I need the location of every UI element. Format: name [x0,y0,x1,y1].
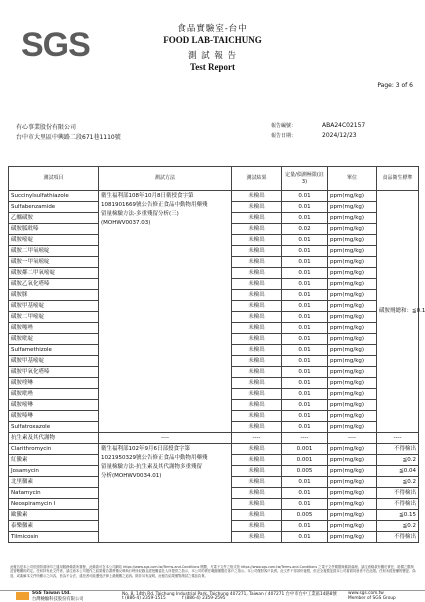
section-title: 抗生素及其代謝物 [9,433,99,444]
test-item: Succinylsulfathiazole [9,191,99,202]
report-date: 2024/12/23 [322,132,357,139]
unit: ppm(mg/kg) [328,455,377,466]
test-result: 未檢出 [232,455,282,466]
detection-limit: 0.01 [282,477,328,488]
test-item: 磺胺甲基嘧啶 [9,356,99,367]
unit: ppm(mg/kg) [328,268,377,279]
test-result: 未檢出 [232,532,282,543]
lab-title-zh: 食品實驗室-台中 [177,24,248,34]
svg-text:SGS: SGS [21,26,90,64]
test-item: Tilmicosin [9,532,99,543]
hygiene-standard: 不得檢出 [377,532,419,543]
unit: ppm(mg/kg) [328,213,377,224]
client-address: 台中市大里區中興路二段671巷1110號 [16,134,121,141]
header-method: 測試方法 [99,167,232,191]
unit: ppm(mg/kg) [328,235,377,246]
test-result: 未檢出 [232,499,282,510]
test-item: 磺胺嘧啶 [9,235,99,246]
footer-phone: t (886-4) 2359-1515 [122,596,166,601]
method-line: 留量檢驗方法-抗生素及其代謝物多重殘留 [101,464,202,470]
unit: ppm(mg/kg) [328,356,377,367]
unit: ppm(mg/kg) [328,466,377,477]
test-item: 磺胺脒 [9,290,99,301]
hygiene-standard: 磺胺劑總和：≦0.1 [377,191,419,433]
test-item: 紅黴素 [9,455,99,466]
footer-web: www.sgs.com.tw [348,591,384,596]
test-result: 未檢出 [232,422,282,433]
method-line: 分析(MOHWV0034.01) [101,473,162,479]
unit: ppm(mg/kg) [328,312,377,323]
test-result: 未檢出 [232,466,282,477]
detection-limit: 0.01 [282,521,328,532]
hygiene-standard: 不得檢出 [377,488,419,499]
detection-limit: 0.001 [282,444,328,455]
hygiene-standard: ≦0.2 [377,477,419,488]
test-result: 未檢出 [232,312,282,323]
detection-limit: 0.01 [282,356,328,367]
method-line: 1081901669號公告修正食品中動物用藥殘 [101,202,208,208]
detection-limit: 0.01 [282,191,328,202]
hygiene-standard: 不得檢出 [377,499,419,510]
detection-limit: 0.01 [282,290,328,301]
client-name: 有心事業股份有限公司 [16,124,77,131]
unit: ppm(mg/kg) [328,345,377,356]
detection-limit: 0.01 [282,334,328,345]
test-item: 歐黴素 [9,510,99,521]
disclaimer-text: 此報告是本公司依照背面所印之通用服務條款所簽發，此條款可在本公司網站 https://www.sgs.com.tw/Terms-and-Conditions 閱覽，凡電子文件之格式依 https://www.sgs.com.tw/Terms-and-Conditions 之電子文件期限與條款處理。請注意條款有關於責任、賠償之限制及管轄權的約定。任何持有此文件者，請注意本公司製作之結果報告書將僅反映執行時所紀錄且經授權委託人所提供之指示，本公司的責任範圍僅限於客戶之指示。本公司僅對客戶負責。此文件不得部份複製，但完全複製並經本公司書面同意者不在此限。任何未經授權的變更、偽造、或曲解本文件所顯示之內容，皆為不合法，違犯者可能遭受法律上最嚴厲之追訴。除非另有說明，此報告結果僅對測試之樣品負責。 [10,565,416,578]
hygiene-standard: 不得檢出 [377,444,419,455]
test-item: 磺胺鄰二甲氧嘧啶 [9,268,99,279]
test-item: Sulfatroxazole [9,422,99,433]
test-item: 磺胺二甲嘧啶 [9,312,99,323]
test-result: 未檢出 [232,279,282,290]
detection-limit: 0.01 [282,312,328,323]
test-result: 未檢出 [232,488,282,499]
unit: ppm(mg/kg) [328,257,377,268]
footer-fax: f (886-4) 2359-2595 [182,596,226,601]
method-line: 衛生福利部108年10月8日衛授食字第 [101,193,194,199]
test-method [99,444,232,543]
test-item: 磺胺噻唑 [9,323,99,334]
unit: ppm(mg/kg) [328,323,377,334]
detection-limit: 0.01 [282,235,328,246]
test-item: Natamycin [9,488,99,499]
report-title-zh: 測 試 報 告 [187,51,238,61]
section-limit: ---- [377,433,419,444]
test-result: 未檢出 [232,444,282,455]
report-title-en: Test Report [190,62,235,72]
unit: ppm(mg/kg) [328,422,377,433]
unit: ppm(mg/kg) [328,246,377,257]
detection-limit: 0.01 [282,279,328,290]
test-result: 未檢出 [232,191,282,202]
test-method [99,191,232,433]
test-result: 未檢出 [232,378,282,389]
report-date-label: 報告日期： [271,133,297,139]
header-unit: 單位 [328,167,377,191]
test-item: 磺胺嘧啉 [9,400,99,411]
detection-limit: 0.005 [282,466,328,477]
table-row [9,444,419,455]
test-result: 未檢出 [232,510,282,521]
unit: ppm(mg/kg) [328,191,377,202]
header-loq: 定量/偵測極限(註3) [282,167,328,191]
test-item: Josamycin [9,466,99,477]
unit: ppm(mg/kg) [328,499,377,510]
detection-limit: 0.01 [282,378,328,389]
section-row [9,433,419,444]
test-item: 北里黴素 [9,477,99,488]
test-item: 磺胺二甲氧嘧啶 [9,246,99,257]
test-item: 磺胺吡啶 [9,334,99,345]
unit: ppm(mg/kg) [328,532,377,543]
unit: ppm(mg/kg) [328,378,377,389]
test-result: 未檢出 [232,301,282,312]
test-result: 未檢出 [232,290,282,301]
test-item: 磺胺甲基嘧啶 [9,301,99,312]
unit: ppm(mg/kg) [328,477,377,488]
results-table [8,166,425,543]
test-item: Clarithromycin [9,444,99,455]
hygiene-standard: ≦0.04 [377,466,419,477]
test-result: 未檢出 [232,334,282,345]
header-result: 測試結果 [232,167,282,191]
unit: ppm(mg/kg) [328,521,377,532]
footer-company: SGS Taiwan Ltd. [32,591,71,596]
test-result: 未檢出 [232,400,282,411]
test-result: 未檢出 [232,246,282,257]
test-item: 磺胺甲氧化嗒嗪 [9,367,99,378]
section-unit: ---- [328,433,377,444]
table-row [9,191,419,202]
test-item: Neospiramycin I [9,499,99,510]
test-item: Sulfabenzamide [9,202,99,213]
report-number: ABA24C02157 [322,122,366,129]
test-result: 未檢出 [232,235,282,246]
detection-limit: 0.001 [282,455,328,466]
footer-address: No. 8, 14th Rd, Taichung Industrial Park, Taichung 407271, Taiwan / 407271 台中市台中工業區14路8號 [122,592,337,597]
unit: ppm(mg/kg) [328,334,377,345]
footer-company-zh: 台灣檢驗科技股份有限公司 [32,597,84,602]
detection-limit: 0.01 [282,202,328,213]
test-result: 未檢出 [232,521,282,532]
method-line: 衛生福利部102年9月6日部授食字第 [101,446,190,452]
table-header-row [9,167,419,191]
test-result: 未檢出 [232,323,282,334]
test-result: 未檢出 [232,477,282,488]
test-result: 未檢出 [232,411,282,422]
section-method: ---- [99,433,232,444]
detection-limit: 0.01 [282,411,328,422]
detection-limit: 0.01 [282,345,328,356]
test-item: 磺胺乙氧化嗒嗪 [9,279,99,290]
lab-title-en: FOOD LAB-TAICHUNG [163,35,262,45]
section-loq: ---- [282,433,328,444]
unit: ppm(mg/kg) [328,411,377,422]
header-limit: 食品衛生標準 [377,167,419,191]
unit: ppm(mg/kg) [328,488,377,499]
unit: ppm(mg/kg) [328,224,377,235]
detection-limit: 0.01 [282,488,328,499]
test-item: Sulfamethizole [9,345,99,356]
test-item: 磺胺一甲氧嘧啶 [9,257,99,268]
detection-limit: 0.01 [282,213,328,224]
method-line: (MOHWV0037.03) [101,220,151,226]
unit: ppm(mg/kg) [328,510,377,521]
detection-limit: 0.02 [282,224,328,235]
test-item: 乙醯磺胺 [9,213,99,224]
method-line: 1021950329號公告修正食品中動物用藥殘 [101,455,208,461]
detection-limit: 0.01 [282,257,328,268]
detection-limit: 0.01 [282,268,328,279]
test-item: 泰樂黴素 [9,521,99,532]
header-item: 測試項目 [9,167,99,191]
test-item: 磺胺喹啉 [9,378,99,389]
hygiene-standard: ≦0.15 [377,510,419,521]
test-result: 未檢出 [232,389,282,400]
footer-member: Member of SGS Group [348,596,396,601]
unit: ppm(mg/kg) [328,202,377,213]
test-result: 未檢出 [232,268,282,279]
detection-limit: 0.01 [282,389,328,400]
method-line: 留量檢驗方法-多重殘留分析(三) [101,211,179,217]
test-result: 未檢出 [232,356,282,367]
detection-limit: 0.01 [282,367,328,378]
unit: ppm(mg/kg) [328,400,377,411]
test-result: 未檢出 [232,367,282,378]
detection-limit: 0.01 [282,246,328,257]
test-item: 磺胺胍吡嗪 [9,224,99,235]
sgs-footer-logo [16,592,29,600]
detection-limit: 0.01 [282,323,328,334]
detection-limit: 0.01 [282,499,328,510]
report-number-label: 報告編號： [271,123,297,129]
unit: ppm(mg/kg) [328,301,377,312]
unit: ppm(mg/kg) [328,279,377,290]
detection-limit: 0.01 [282,301,328,312]
unit: ppm(mg/kg) [328,444,377,455]
detection-limit: 0.01 [282,422,328,433]
test-result: 未檢出 [232,224,282,235]
test-result: 未檢出 [232,202,282,213]
page-number: Page: 3 of 6 [377,82,413,89]
unit: ppm(mg/kg) [328,389,377,400]
unit: ppm(mg/kg) [328,367,377,378]
detection-limit: 0.01 [282,400,328,411]
test-result: 未檢出 [232,213,282,224]
test-item: 磺胺吡唑 [9,389,99,400]
detection-limit: 0.01 [282,532,328,543]
detection-limit: 0.005 [282,510,328,521]
section-result: ---- [232,433,282,444]
hygiene-standard: ≦0.2 [377,521,419,532]
test-item: 磺胺嗪啉 [9,411,99,422]
test-result: 未檢出 [232,345,282,356]
test-result: 未檢出 [232,257,282,268]
hygiene-standard: ≦0.2 [377,455,419,466]
unit: ppm(mg/kg) [328,290,377,301]
